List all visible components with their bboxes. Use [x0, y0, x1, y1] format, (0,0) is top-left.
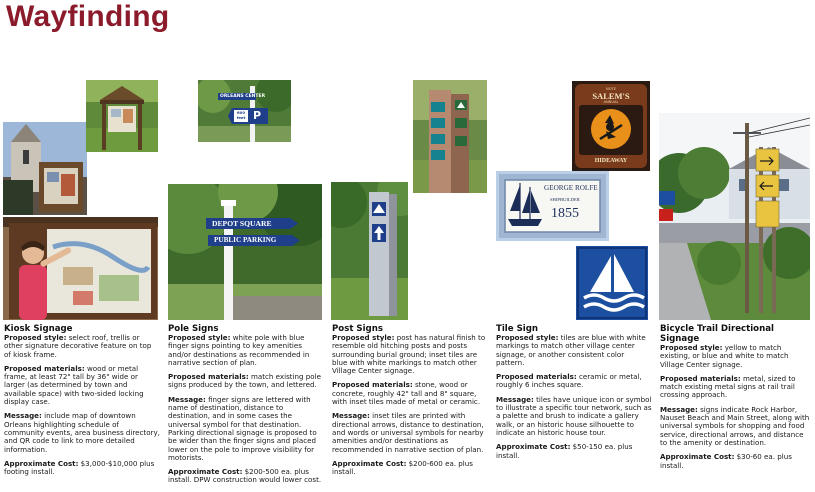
rolfe-year-text: 1855 — [551, 206, 579, 221]
pole-sign-top-text: ORLEANS CENTER — [220, 94, 266, 99]
page-title: Wayfinding — [6, 0, 170, 33]
message-paragraph: Message: finger signs are lettered with name of destination, distance to destination, and in some cases the universal symbol for that destination. Parking directional signage is proposed to be wider than the finger signs and placed lower on the pole to improve visibility for motorists. — [168, 394, 317, 462]
style-paragraph: Proposed style: white pole with blue finger signs pointing to key amenities and/or destinations as recommended in narrative section of plan. — [168, 333, 310, 367]
style-paragraph: Proposed style: select roof, trellis or other signature decorative feature on top of kiosk frame. — [4, 333, 152, 359]
section-heading: Tile Sign — [496, 324, 538, 334]
pole-sign-photo-large — [168, 184, 322, 320]
message-paragraph: Message: tiles have unique icon or symbol to illustrate a specific tour network, such as a palette and brush to indicate a gallery walk, or an historic house silhouette to indicate an historic house tour. — [496, 394, 652, 437]
section-heading: Post Signs — [332, 324, 383, 334]
salems-small-text: NOTE — [606, 87, 616, 91]
cost-paragraph: Approximate Cost: $30-60 ea. plus install. — [660, 452, 792, 470]
pole-sign-distance-text: 600 feet — [236, 110, 246, 120]
section-heading: Pole Signs — [168, 324, 219, 334]
kiosk-photo-trellis — [86, 80, 158, 152]
materials-paragraph: Proposed materials: ceramic or metal, roughly 6 inches square. — [496, 372, 642, 390]
tile-sign-column — [496, 324, 652, 466]
cost-paragraph: Approximate Cost: $200-600 ea. plus install. — [332, 458, 473, 477]
sailboat-tile-photo — [576, 246, 648, 320]
salems-annual-text: ANNUAL — [603, 100, 619, 104]
post-sign-photo-tall — [413, 80, 487, 193]
cost-paragraph: Approximate Cost: $3,000-$10,000 plus footing install. — [4, 458, 155, 477]
post-sign-photo-granite — [331, 182, 408, 320]
materials-paragraph: Proposed materials: stone, wood or concrete, roughly 42" tall and 8" square, with inset tiles made of metal or ceramic. — [332, 380, 481, 407]
pole-sign-photo-small — [198, 80, 291, 142]
message-paragraph: Message: signs indicate Rock Harbor, Nauset Beach and Main Street, along with universal symbols for shopping and food service, directional arrows, and distance to the amenity or destination. — [660, 404, 810, 447]
materials-paragraph: Proposed materials: metal, sized to match existing metal signs at rail trail crossing approach. — [660, 373, 796, 400]
style-paragraph: Proposed style: tiles are blue with white markings to match other village center signage, or another consistent color pattern. — [496, 333, 646, 367]
salems-sign-photo — [572, 81, 650, 171]
kiosk-photo-map-woman — [3, 217, 158, 320]
cost-paragraph: Approximate Cost: $50-150 ea. plus install. — [496, 442, 633, 460]
post-signs-column — [332, 324, 488, 482]
bicycle-trail-column — [660, 324, 812, 476]
materials-paragraph: Proposed materials: match existing pole signs produced by the town, and lettered. — [168, 372, 321, 390]
cost-paragraph: Approximate Cost: $200-500 ea. plus install. DPW construction would lower cost. — [168, 467, 322, 485]
rolfe-trade-text: SHIPBUILDER — [550, 197, 580, 202]
style-paragraph: Proposed style: post has natural finish to resemble old hitching posts and posts surrounding burial ground; inset tiles are blue with white markings to match other Village Center signage. — [332, 333, 486, 376]
public-parking-text: PUBLIC PARKING — [214, 236, 277, 244]
message-paragraph: Message: include map of downtown Orleans highlighting schedule of community events, area business directory, and QR code to link to more detailed information. — [4, 411, 160, 454]
style-paragraph: Proposed style: yellow to match existing, or blue and white to match Village Center signage. — [660, 343, 789, 369]
section-heading: Bicycle Trail Directional Signage — [660, 324, 774, 344]
pole-sign-p-text: P — [253, 109, 262, 122]
salems-bottom-text: HIDEAWAY — [594, 158, 628, 164]
kiosk-signage-column — [4, 324, 160, 482]
message-paragraph: Message: inset tiles are printed with directional arrows, distance to destination, and words or universal symbols for nearby amenities and/or destinations as recommended in narrative section of plan. — [332, 411, 484, 454]
bicycle-trail-sign-photo — [659, 113, 810, 320]
salems-title-text: SALEM'S — [592, 91, 630, 101]
kiosk-photo-church — [3, 122, 87, 215]
section-heading: Kiosk Signage — [4, 324, 73, 334]
rolfe-plaque-photo — [496, 171, 609, 241]
pole-signs-column — [168, 324, 324, 491]
materials-paragraph: Proposed materials: wood or metal frame, at least 72" tall by 36" wide or larger (as determined by town and available space) with two-sided locking display case. — [4, 363, 144, 407]
rolfe-name-text: GEORGE ROLFE — [544, 184, 598, 192]
depot-square-text: DEPOT SQUARE — [212, 219, 272, 228]
